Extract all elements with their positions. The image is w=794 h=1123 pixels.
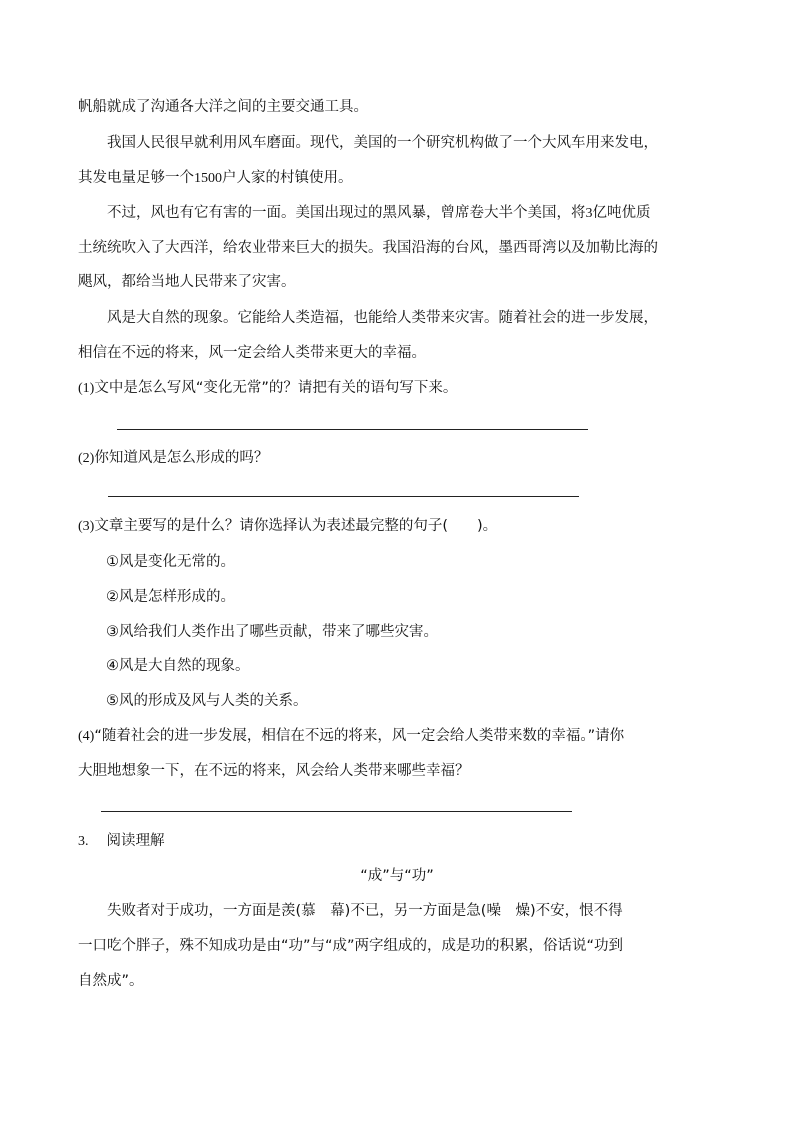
option-text: 风是大自然的现象。 [119, 658, 250, 674]
passage-line [107, 203, 651, 224]
passage-number: 3 [585, 206, 593, 221]
article-line: 失败者对于成功，一方面是羡(慕 幕)不已，另一方面是急(噪 燥)不安，恨不得 [107, 903, 623, 919]
option-text: 风是变化无常的。 [119, 554, 235, 570]
question-number: (2) [78, 451, 95, 466]
article-line: 自然成”。 [78, 973, 144, 989]
passage-line: 相信在不远的将来，风一定会给人类带来更大的幸福。 [78, 345, 426, 361]
option-mark: ① [106, 554, 119, 570]
answer-line-2[interactable] [108, 496, 579, 497]
option-4[interactable] [106, 656, 250, 676]
article-title: “成”与“功” [360, 868, 434, 884]
option-2[interactable] [106, 587, 235, 607]
answer-line-1[interactable] [117, 429, 588, 430]
question-text: “随着社会的进一步发展，相信在不远的将来，风一定会给人类带来数的幸福。”请你 [94, 728, 625, 744]
passage-number: 1500 [194, 171, 222, 186]
section-header [78, 831, 165, 852]
question-4 [78, 726, 624, 747]
passage-line: 飓风，都给当地人民带来了灾害。 [78, 274, 296, 290]
question-4-line-2: 大胆地想象一下，在不远的将来，风会给人类带来哪些幸福？ [78, 763, 470, 779]
option-1[interactable] [106, 552, 235, 572]
question-number: (1) [78, 381, 95, 396]
question-3 [78, 516, 497, 537]
question-text: 文中是怎么写风“变化无常”的？请把有关的语句写下来。 [94, 380, 458, 396]
passage-line: 风是大自然的现象。它能给人类造福，也能给人类带来灾害。随着社会的进一步发展， [107, 310, 658, 326]
question-number: (4) [78, 729, 95, 744]
option-text: 风的形成及风与人类的关系。 [119, 693, 308, 709]
passage-line: 帆船就成了沟通各大洋之间的主要交通工具。 [78, 99, 368, 115]
passage-text: 户人家的村镇使用。 [222, 170, 353, 186]
passage-line: 土统统吹入了大西洋，给农业带来巨大的损失。我国沿海的台风，墨西哥湾以及加勒比海的 [78, 240, 658, 256]
question-1 [78, 378, 457, 399]
option-mark: ② [106, 589, 119, 605]
section-number: 3. [78, 834, 89, 849]
option-mark: ⑤ [106, 693, 119, 709]
passage-text: 亿吨优质 [592, 205, 651, 221]
option-mark: ④ [106, 658, 119, 674]
passage-text: 不过，风也有它有害的一面。美国出现过的黑风暴，曾席卷大半个美国，将 [107, 205, 586, 221]
question-2 [78, 448, 268, 469]
option-mark: ③ [106, 624, 119, 640]
question-text: 文章主要写的是什么？请你选择认为表述最完整的句子( )。 [94, 518, 498, 534]
answer-line-4[interactable] [101, 811, 572, 812]
option-text: 风是怎样形成的。 [119, 589, 235, 605]
question-text: 你知道风是怎么形成的吗？ [94, 450, 269, 466]
passage-line [78, 168, 353, 189]
option-3[interactable] [106, 622, 438, 642]
option-5[interactable] [106, 691, 308, 711]
question-number: (3) [78, 519, 95, 534]
option-text: 风给我们人类作出了哪些贡献，带来了哪些灾害。 [119, 624, 438, 640]
passage-text: 其发电量足够一个 [78, 170, 194, 186]
section-label: 阅读理解 [106, 833, 165, 849]
passage-line: 我国人民很早就利用风车磨面。现代，美国的一个研究机构做了一个大风车用来发电， [107, 135, 658, 151]
article-line: 一口吃个胖子，殊不知成功是由“功”与“成”两字组成的，成是功的积累，俗话说“功到 [78, 938, 624, 954]
